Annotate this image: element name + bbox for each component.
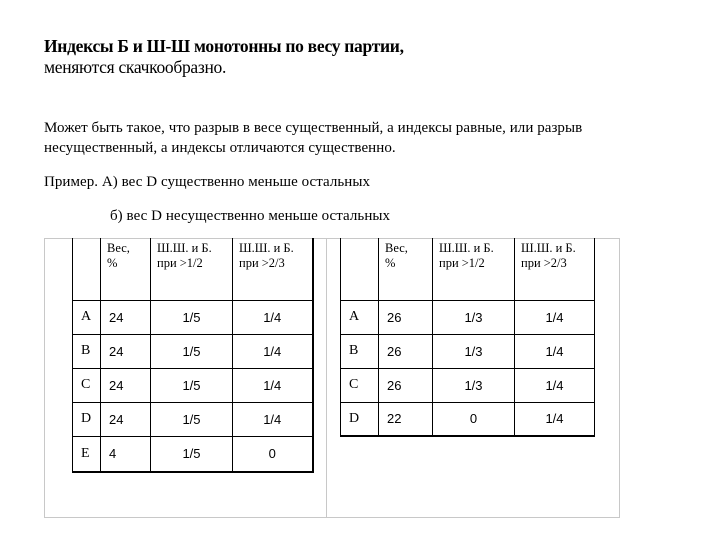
cell-weight: 24 bbox=[101, 402, 151, 436]
cell-two-thirds: 1/4 bbox=[233, 368, 313, 402]
cell-party: D bbox=[341, 402, 379, 436]
cell-party: D bbox=[73, 402, 101, 436]
cell-party: E bbox=[73, 436, 101, 472]
cell-party: C bbox=[341, 368, 379, 402]
table-header-row bbox=[341, 238, 595, 300]
cell-half: 1/5 bbox=[151, 402, 233, 436]
table-row bbox=[73, 300, 313, 334]
cell-weight: 24 bbox=[101, 368, 151, 402]
header-weight: Вес, % bbox=[379, 238, 433, 300]
table-header-row bbox=[73, 238, 313, 300]
table-example-a bbox=[72, 238, 314, 473]
header-two-thirds: Ш.Ш. и Б. при >2/3 bbox=[233, 238, 313, 300]
cell-party: B bbox=[73, 334, 101, 368]
header-half: Ш.Ш. и Б. при >1/2 bbox=[151, 238, 233, 300]
header-two-thirds: Ш.Ш. и Б. при >2/3 bbox=[515, 238, 595, 300]
cell-party: C bbox=[73, 368, 101, 402]
slide-heading bbox=[44, 36, 404, 78]
cell-half: 1/3 bbox=[433, 300, 515, 334]
heading-line-2: меняются скачкообразно. bbox=[44, 57, 227, 77]
table-row bbox=[73, 436, 313, 472]
table-row bbox=[73, 402, 313, 436]
cell-half: 1/3 bbox=[433, 334, 515, 368]
explanation-paragraph bbox=[44, 118, 582, 158]
cell-two-thirds: 1/4 bbox=[233, 402, 313, 436]
explanation-line-1: Может быть такое, что разрыв в весе существенный, а индексы равные, или разрыв bbox=[44, 120, 583, 136]
cell-two-thirds: 1/4 bbox=[515, 300, 595, 334]
cell-weight: 24 bbox=[101, 300, 151, 334]
header-party bbox=[73, 238, 101, 300]
cell-half: 1/5 bbox=[151, 300, 233, 334]
cell-half: 1/5 bbox=[151, 368, 233, 402]
cell-weight: 4 bbox=[101, 436, 151, 472]
cell-two-thirds: 1/4 bbox=[515, 368, 595, 402]
table-row bbox=[341, 334, 595, 368]
cell-two-thirds: 1/4 bbox=[233, 300, 313, 334]
cell-two-thirds: 0 bbox=[233, 436, 313, 472]
cell-two-thirds: 1/4 bbox=[515, 334, 595, 368]
table-example-b bbox=[340, 238, 595, 437]
example-b-text: б) вес D несущественно меньше остальных bbox=[110, 208, 391, 224]
cell-half: 0 bbox=[433, 402, 515, 436]
cell-half: 1/3 bbox=[433, 368, 515, 402]
cell-half: 1/5 bbox=[151, 436, 233, 472]
table-row bbox=[341, 300, 595, 334]
cell-weight: 26 bbox=[379, 368, 433, 402]
header-half: Ш.Ш. и Б. при >1/2 bbox=[433, 238, 515, 300]
cell-weight: 26 bbox=[379, 300, 433, 334]
cell-weight: 26 bbox=[379, 334, 433, 368]
cell-two-thirds: 1/4 bbox=[233, 334, 313, 368]
cell-weight: 22 bbox=[379, 402, 433, 436]
table-row bbox=[341, 402, 595, 436]
cell-weight: 24 bbox=[101, 334, 151, 368]
tables-frame-divider bbox=[326, 239, 327, 517]
heading-line-1: Индексы Б и Ш-Ш монотонны по весу партии, bbox=[44, 36, 404, 56]
table-row bbox=[341, 368, 595, 402]
cell-half: 1/5 bbox=[151, 334, 233, 368]
cell-party: A bbox=[73, 300, 101, 334]
table-row bbox=[73, 368, 313, 402]
header-party bbox=[341, 238, 379, 300]
example-a-text: Пример. А) вес D существенно меньше остальных bbox=[44, 174, 371, 190]
cell-two-thirds: 1/4 bbox=[515, 402, 595, 436]
explanation-line-2: несущественный, а индексы отличаются существенно. bbox=[44, 140, 396, 156]
header-weight: Вес, % bbox=[101, 238, 151, 300]
cell-party: B bbox=[341, 334, 379, 368]
table-row bbox=[73, 334, 313, 368]
cell-party: A bbox=[341, 300, 379, 334]
